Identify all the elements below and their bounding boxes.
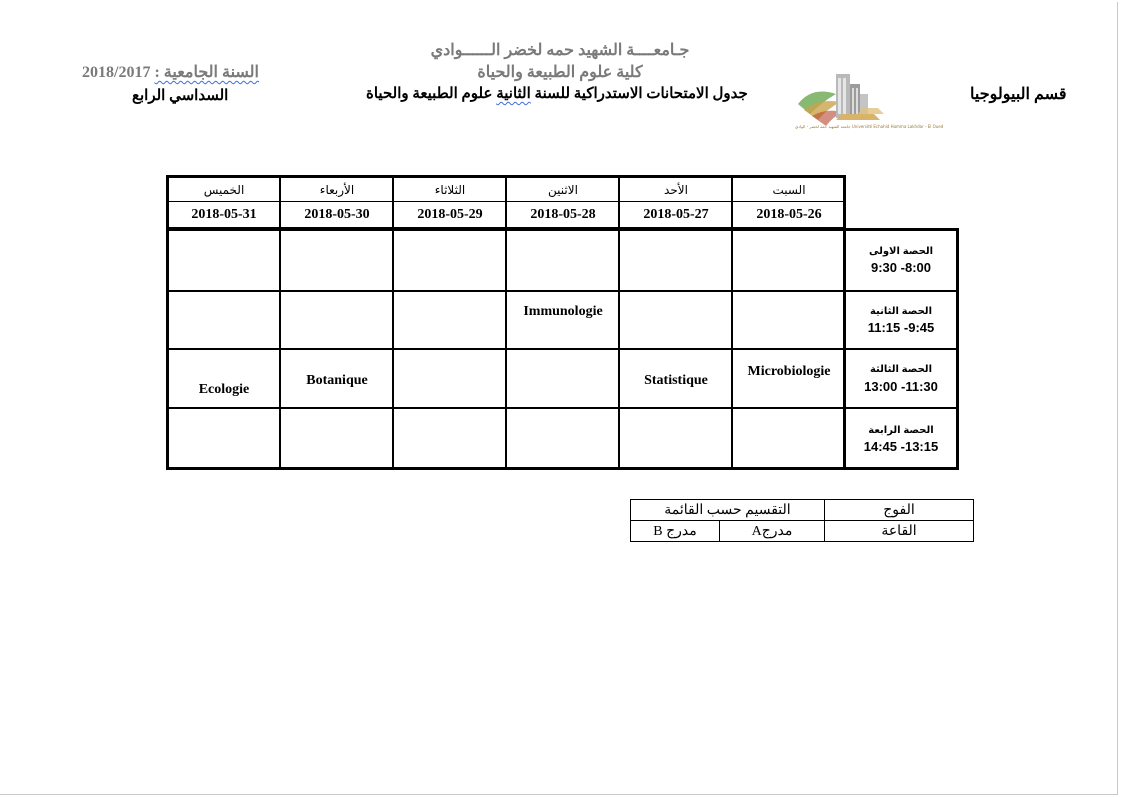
rooms-table-row — [631, 521, 974, 542]
exam-subject: Botanique — [306, 373, 368, 388]
division-label: التقسيم حسب القائمة — [631, 500, 825, 521]
day-date: 2018-05-31 — [191, 207, 257, 222]
room-label: القاعة — [825, 521, 974, 542]
grid-row-divider — [169, 290, 956, 292]
page-edge-right — [1117, 2, 1118, 794]
semester-label: السداسي الرابع — [132, 88, 229, 104]
university-name: جـامعــــة الشهيد حمه لخضر الــــــوادي — [430, 42, 690, 59]
page-edge-bottom — [0, 794, 1118, 795]
academic-year — [82, 62, 259, 82]
day-name: الاثنين — [548, 183, 578, 197]
academic-year-label: السنة الجامعية : — [154, 64, 259, 81]
day-name: الأحد — [664, 183, 688, 197]
day-date: 2018-05-27 — [643, 207, 709, 222]
exam-subject: Ecologie — [198, 382, 250, 397]
schedule-title-part-1: جدول الامتحانات الاستدراكية للسنة — [534, 86, 748, 102]
day-name: السبت — [772, 183, 806, 197]
exam-subject: Microbiologie — [747, 364, 831, 379]
day-date: 2018-05-30 — [304, 207, 370, 222]
slot-time: 8:00- 9:30 — [870, 260, 931, 275]
exam-subject: Immunologie — [523, 304, 603, 319]
academic-year-value: 2018/2017 — [82, 64, 151, 81]
slot-name: الحصة الرابعة — [868, 425, 934, 436]
day-name: الثلاثاء — [434, 183, 466, 197]
exam-subject: Statistique — [644, 373, 708, 388]
schedule-title-part-2: الثانية — [496, 86, 531, 102]
schedule-title-part-3: علوم الطبيعة والحياة — [366, 86, 497, 102]
logo-caption: جامعة الشهيد حمه لخضر - الوادي Université Echahid Hamma Lakhdar - El Oued — [795, 124, 944, 129]
slot-time: 9:45- 11:15 — [867, 320, 935, 335]
room-a: مدرجA — [720, 521, 825, 542]
slot-time: 11:30- 13:00 — [864, 379, 938, 394]
grid-row-divider — [169, 407, 956, 409]
grid-row-divider — [169, 348, 956, 350]
day-name: الأربعاء — [319, 183, 355, 197]
slot-time: 13:15- 14:45 — [863, 439, 939, 454]
rooms-table-row — [631, 500, 974, 521]
day-name: الخميس — [203, 183, 245, 197]
schedule-title — [366, 84, 748, 103]
group-label: الفوج — [825, 500, 974, 521]
slot-name: الحصة الاولى — [868, 246, 934, 257]
day-date: 2018-05-26 — [756, 207, 822, 222]
faculty-name: كلية علوم الطبيعة والحياة — [477, 64, 643, 81]
slot-name: الحصة الثانية — [869, 306, 932, 317]
slot-name: الحصة الثالثة — [869, 364, 932, 375]
room-b: مدرج B — [631, 521, 720, 542]
rooms-table — [630, 499, 974, 542]
day-date: 2018-05-29 — [417, 207, 483, 222]
department-name: قسم البيولوجيا — [970, 86, 1067, 103]
day-date: 2018-05-28 — [530, 207, 596, 222]
